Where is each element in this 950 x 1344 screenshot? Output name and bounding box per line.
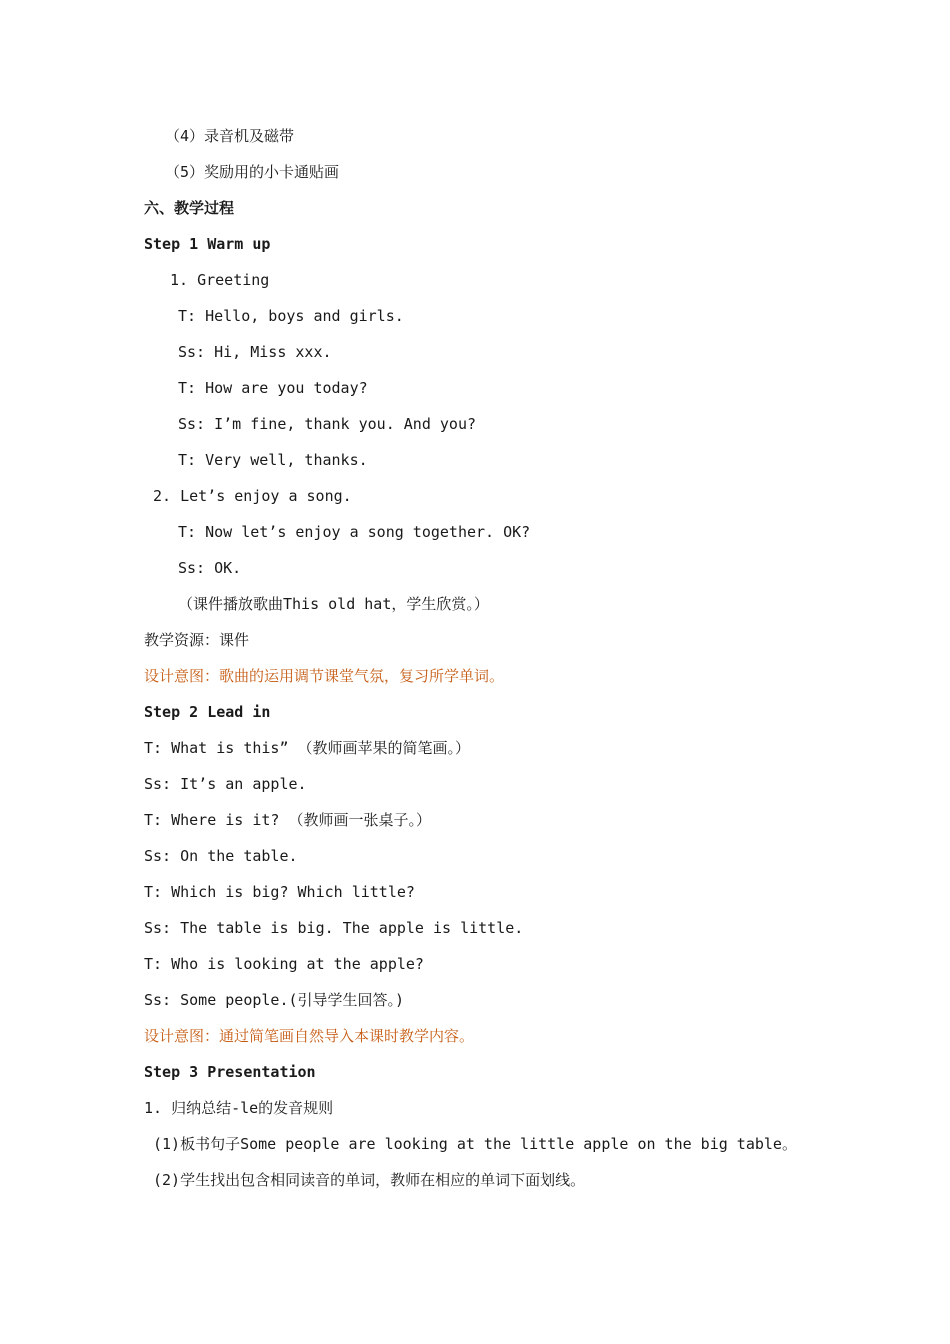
- dialogue-line: T: What is this” （教师画苹果的简笔画。）: [144, 739, 471, 757]
- presentation-subitem-1: (1)板书句子Some people are looking at the little apple on the big table。: [153, 1135, 797, 1153]
- step-1-heading: Step 1 Warm up: [144, 235, 271, 253]
- dialogue-line: Ss: I’m fine, thank you. And you?: [178, 415, 477, 433]
- presentation-item-1: 1. 归纳总结-le的发音规则: [144, 1099, 334, 1117]
- dialogue-line: T: Very well, thanks.: [178, 451, 368, 469]
- design-intent-step-2: 设计意图：通过简笔画自然导入本课时教学内容。: [144, 1027, 475, 1045]
- dialogue-line: T: Which is big? Which little?: [144, 883, 415, 901]
- dialogue-line: Ss: Hi, Miss xxx.: [178, 343, 332, 361]
- material-item-4: （4）录音机及磁带: [165, 127, 295, 145]
- step-2-heading: Step 2 Lead in: [144, 703, 271, 721]
- step-3-heading: Step 3 Presentation: [144, 1063, 316, 1081]
- dialogue-line: T: Who is looking at the apple?: [144, 955, 424, 973]
- teaching-resource: 教学资源：课件: [144, 631, 250, 649]
- dialogue-line: Ss: The table is big. The apple is little.: [144, 919, 524, 937]
- dialogue-line: Ss: OK.: [178, 559, 242, 577]
- dialogue-line: T: Hello, boys and girls.: [178, 307, 404, 325]
- material-item-5: （5）奖励用的小卡通贴画: [165, 163, 340, 181]
- dialogue-line: T: Now let’s enjoy a song together. OK?: [178, 523, 531, 541]
- dialogue-line: T: Where is it? （教师画一张桌子。）: [144, 811, 431, 829]
- dialogue-line: T: How are you today?: [178, 379, 368, 397]
- presentation-subitem-2: (2)学生找出包含相同读音的单词，教师在相应的单词下面划线。: [153, 1171, 586, 1189]
- dialogue-line: Ss: It’s an apple.: [144, 775, 307, 793]
- activity-note: （课件播放歌曲This old hat，学生欣赏。）: [178, 595, 489, 613]
- greeting-item: 1. Greeting: [170, 271, 270, 289]
- design-intent-step-1: 设计意图：歌曲的运用调节课堂气氛，复习所学单词。: [144, 667, 505, 685]
- section-heading-teaching-process: 六、教学过程: [144, 199, 235, 217]
- dialogue-line: Ss: Some people.(引导学生回答。): [144, 991, 405, 1009]
- dialogue-line: Ss: On the table.: [144, 847, 298, 865]
- song-item: 2. Let’s enjoy a song.: [153, 487, 352, 505]
